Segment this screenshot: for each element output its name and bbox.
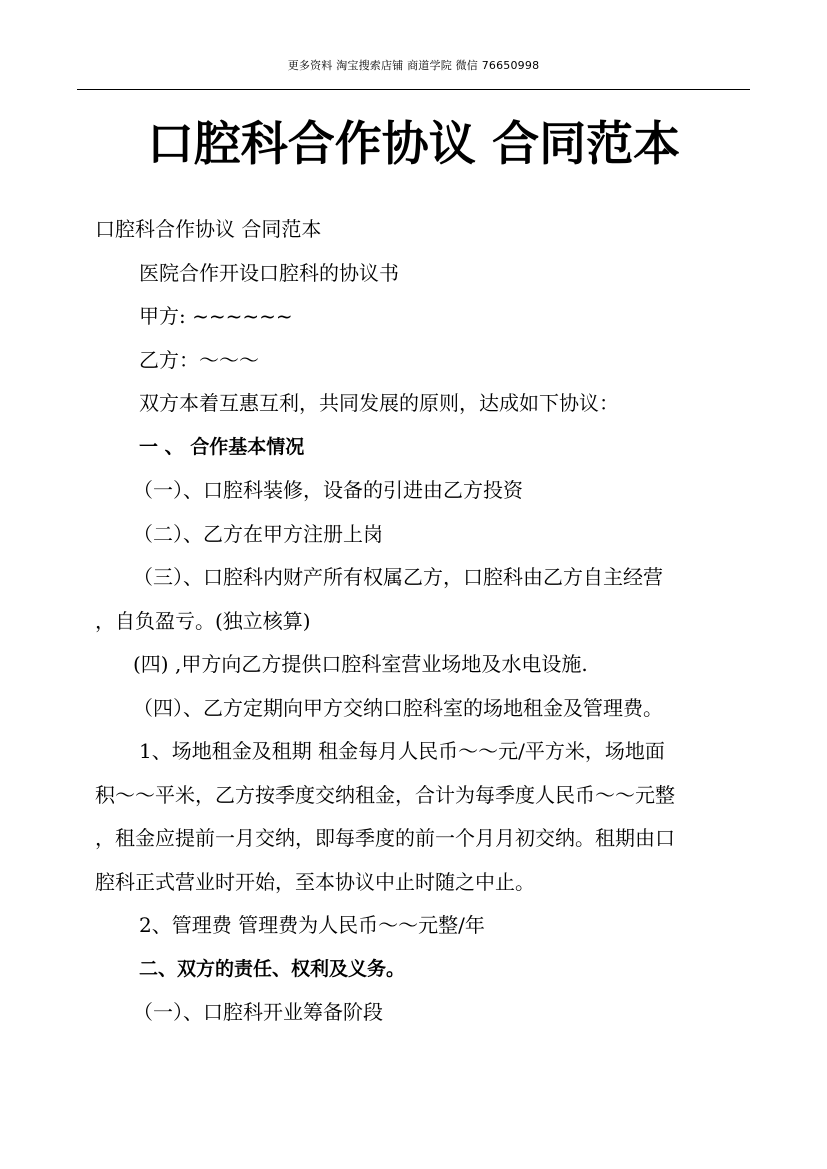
header-divider	[77, 89, 750, 90]
document-body	[95, 208, 735, 1035]
preamble: 双方本着互惠互利，共同发展的原则，达成如下协议：	[139, 391, 619, 415]
party-a: 甲方: ~~~~~~	[139, 304, 293, 328]
rent-clause: 1、场地租金及租期 租金每月人民币～～元/平方米，场地面	[139, 739, 665, 763]
clause-1-4a: (四) ,甲方向乙方提供口腔科室营业场地及水电设施.	[133, 652, 588, 676]
management-fee-clause: 2、管理费 管理费为人民币～～元整/年	[139, 913, 485, 937]
clause-1-4b: （四）、乙方定期向甲方交纳口腔科室的场地租金及管理费。	[133, 695, 663, 720]
clause-1-1: （一）、口腔科装修，设备的引进由乙方投资	[133, 478, 523, 502]
clause-1-3: （三）、口腔科内财产所有权属乙方，口腔科由乙方自主经营	[133, 565, 663, 589]
section-heading-2: 二、双方的责任、权利及义务。	[139, 957, 406, 980]
body-heading: 口腔科合作协议 合同范本	[95, 217, 322, 241]
agreement-name: 医院合作开设口腔科的协议书	[139, 260, 399, 285]
rent-clause-cont-2: ，租金应提前一月交纳，即每季度的前一个月月初交纳。租期由口	[95, 826, 675, 850]
party-b: 乙方：～～～	[139, 347, 259, 372]
document-title: 口腔科合作协议 合同范本	[146, 117, 681, 172]
header-note: 更多资料 淘宝搜索店铺 商道学院 微信 76650998	[287, 59, 540, 72]
clause-1-2: （二）、乙方在甲方注册上岗	[133, 521, 383, 546]
section-heading-1: 一 、 合作基本情况	[139, 435, 305, 458]
clause-2-1: （一）、口腔科开业筹备阶段	[133, 1000, 383, 1024]
rent-clause-cont-1: 积～～平米，乙方按季度交纳租金，合计为每季度人民币～～元整	[95, 782, 675, 807]
rent-clause-cont-3: 腔科正式营业时开始，至本协议中止时随之中止。	[95, 869, 535, 894]
clause-1-3-cont: ，自负盈亏。(独立核算)	[95, 608, 311, 633]
